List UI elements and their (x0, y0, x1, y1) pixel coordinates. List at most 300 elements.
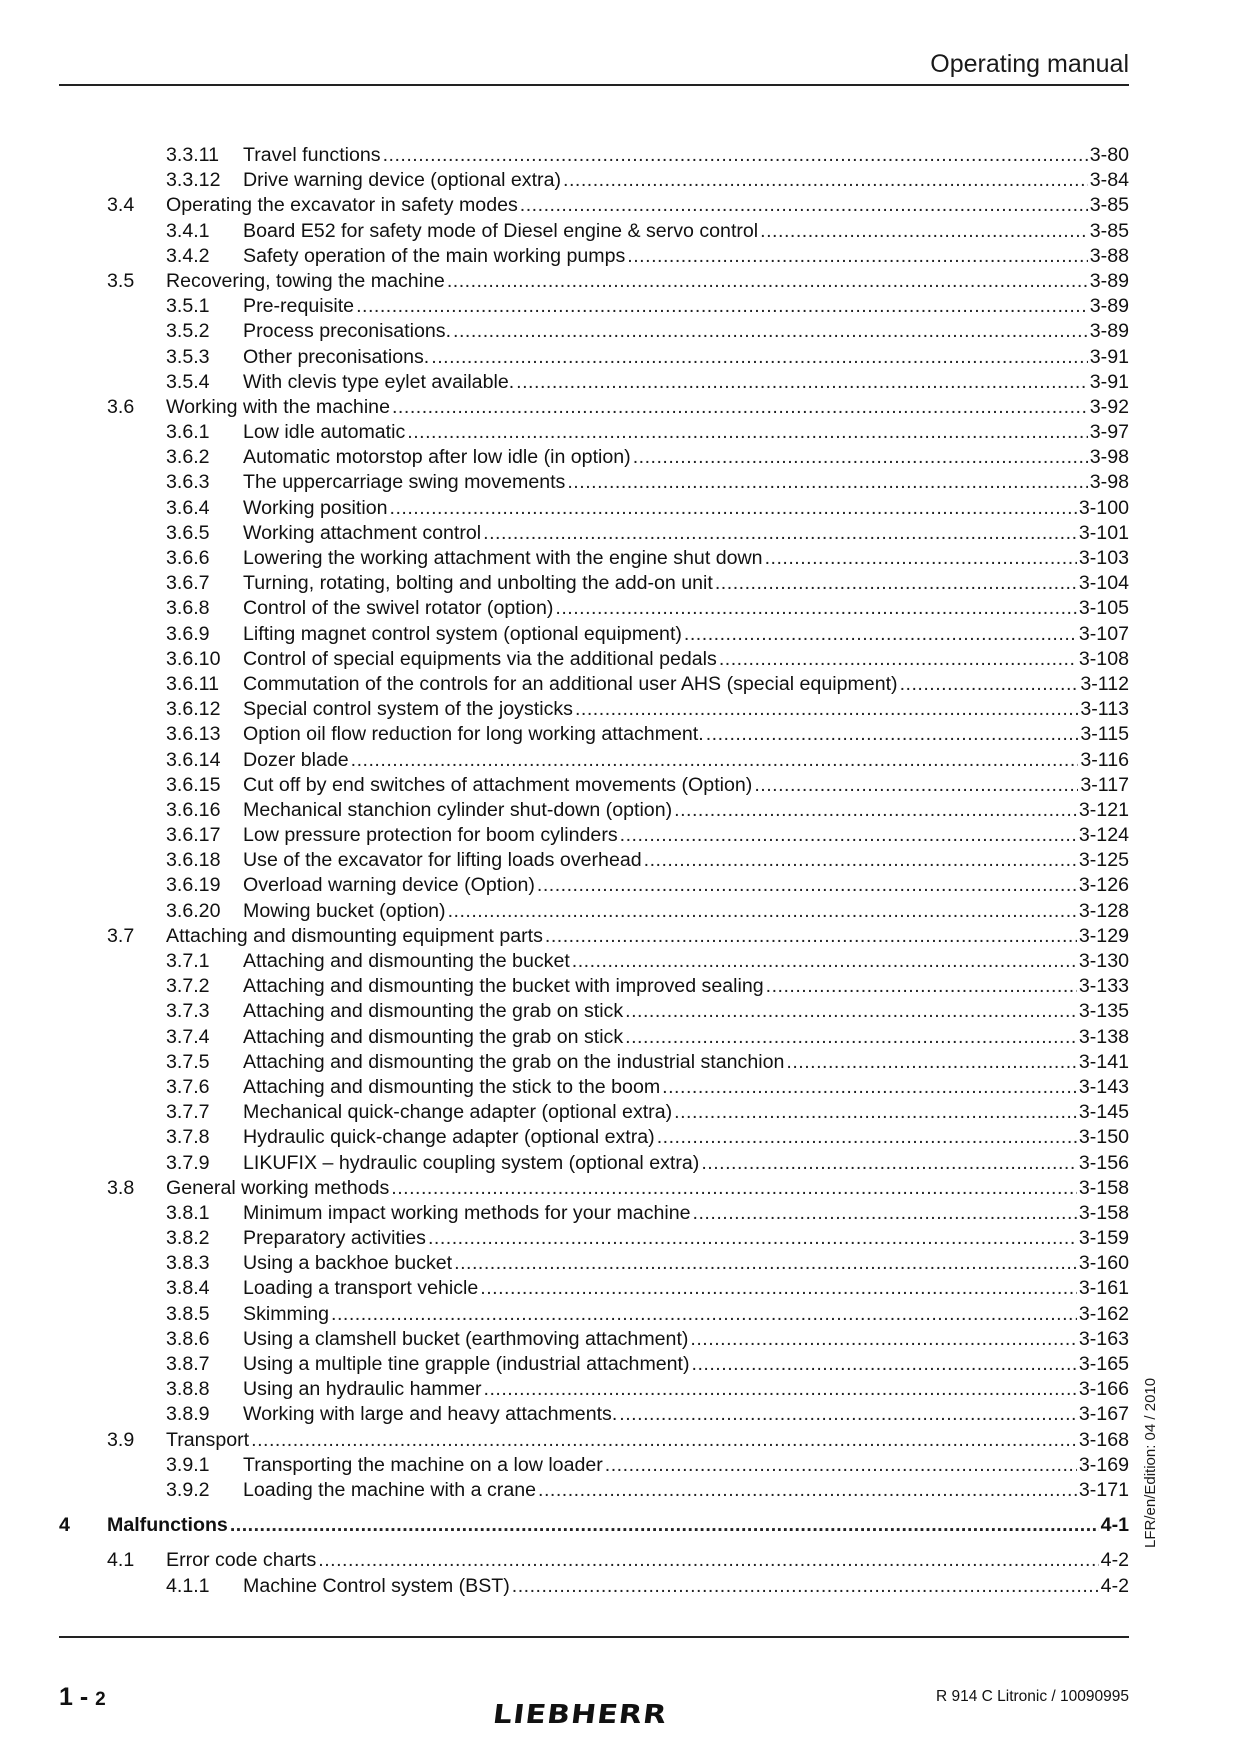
toc-entry-row[interactable] (59, 571, 1129, 596)
toc-entry-number: 3.8.5 (166, 1302, 210, 1325)
page-number-page: 2 (95, 1689, 106, 1710)
toc-entry-row[interactable] (59, 269, 1129, 294)
toc-entry-line (243, 470, 1129, 495)
toc-entry-page: 3-128 (1078, 899, 1129, 922)
toc-dot-leader (625, 999, 1077, 1024)
toc-entry-number: 3.5.2 (166, 320, 210, 343)
toc-entry-line (166, 395, 1129, 420)
toc-entry-page: 3-166 (1078, 1378, 1129, 1401)
toc-entry-title: Special control system of the joysticks (243, 698, 573, 721)
toc-dot-leader (555, 596, 1077, 621)
toc-entry-title: Low pressure protection for boom cylinders (243, 824, 618, 847)
toc-entry-row[interactable] (59, 1251, 1129, 1276)
toc-entry-title: Preparatory activities (243, 1227, 426, 1250)
toc-dot-leader (572, 949, 1077, 974)
toc-dot-leader (605, 1453, 1077, 1478)
toc-entry-number: 4.1 (107, 1549, 135, 1572)
toc-entry-line (243, 999, 1129, 1024)
toc-entry-number: 3.7.3 (166, 1000, 210, 1023)
toc-entry-title: Lifting magnet control system (optional equipment) (243, 622, 682, 645)
toc-entry-line (166, 269, 1129, 294)
toc-dot-leader (516, 370, 1088, 395)
toc-entry-row[interactable] (59, 596, 1129, 621)
toc-entry-number: 3.7.1 (166, 950, 210, 972)
toc-entry-number: 3.8 (107, 1176, 135, 1199)
toc-entry-line (243, 1151, 1129, 1176)
toc-dot-leader (454, 1251, 1077, 1276)
toc-entry-page: 3-165 (1078, 1353, 1129, 1375)
toc-entry-line (243, 319, 1129, 344)
toc-entry-page: 3-97 (1089, 421, 1129, 444)
toc-entry-line (243, 949, 1129, 974)
toc-entry-row[interactable] (59, 999, 1129, 1024)
toc-entry-title: Travel functions (243, 144, 381, 166)
toc-entry-number: 3.8.6 (166, 1327, 210, 1350)
toc-entry-title: Using a backhoe bucket (243, 1252, 453, 1275)
toc-dot-leader (627, 244, 1087, 269)
toc-entry-row[interactable] (59, 319, 1129, 344)
toc-entry-line (243, 445, 1129, 470)
toc-entry-number: 3.7.7 (166, 1101, 210, 1124)
toc-entry-line (243, 1352, 1129, 1377)
toc-entry-line (166, 924, 1129, 949)
toc-entry-row[interactable] (59, 1428, 1129, 1453)
toc-entry-page: 3-145 (1078, 1101, 1129, 1124)
toc-entry-title: Minimum impact working methods for your machine (243, 1201, 691, 1224)
toc-dot-leader (674, 798, 1077, 823)
toc-entry-line (107, 1513, 1129, 1538)
toc-entry-row[interactable] (59, 1276, 1129, 1301)
page-number-separator: - (72, 1683, 96, 1711)
toc-entry-number: 3.9 (107, 1428, 135, 1451)
toc-entry-page: 3-103 (1078, 547, 1129, 569)
toc-entry-page: 4-1 (1100, 1514, 1129, 1537)
toc-entry-line (243, 1050, 1129, 1075)
toc-entry-page: 3-112 (1080, 672, 1129, 695)
footer-rule (59, 1636, 1129, 1638)
toc-dot-leader (383, 143, 1088, 168)
toc-entry-row[interactable] (59, 697, 1129, 722)
toc-entry-row[interactable] (59, 1574, 1129, 1599)
toc-entry-page: 3-156 (1078, 1151, 1129, 1174)
toc-dot-leader (706, 722, 1079, 747)
toc-entry-title: Cut off by end switches of attachment movements (Option) (243, 773, 753, 796)
toc-entry-line (243, 773, 1129, 798)
toc-entry-number: 3.7.9 (166, 1151, 210, 1174)
toc-entry-line (243, 1402, 1129, 1427)
toc-entry-row[interactable] (59, 672, 1129, 697)
toc-entry-line (243, 697, 1129, 722)
toc-entry-number: 3.5 (107, 269, 135, 292)
toc-entry-row[interactable] (59, 1226, 1129, 1251)
toc-dot-leader (453, 319, 1088, 344)
toc-entry-number: 3.6.19 (166, 874, 221, 897)
toc-dot-leader (575, 697, 1078, 722)
toc-entry-row[interactable] (59, 1176, 1129, 1201)
toc-entry-row[interactable] (59, 974, 1129, 999)
toc-entry-number: 3.6.1 (166, 421, 210, 444)
toc-entry-title: Attaching and dismounting the bucket (243, 950, 570, 972)
toc-entry-title: Working with the machine (166, 395, 390, 418)
toc-entry-title: Drive warning device (optional extra) (243, 169, 561, 192)
toc-entry-row[interactable] (59, 924, 1129, 949)
toc-dot-leader (765, 546, 1077, 571)
table-of-contents (59, 143, 1129, 1599)
toc-dot-leader (545, 924, 1077, 949)
toc-dot-leader (356, 294, 1088, 319)
toc-entry-page: 3-116 (1080, 748, 1129, 771)
toc-entry-line (243, 596, 1129, 621)
toc-entry-number: 3.4 (107, 194, 135, 217)
toc-entry-number: 3.6.8 (166, 597, 210, 620)
toc-entry-page: 3-117 (1080, 773, 1129, 796)
toc-entry-row[interactable] (59, 1402, 1129, 1427)
toc-chapter-row[interactable] (59, 1513, 1129, 1538)
toc-entry-number: 3.6.15 (166, 773, 221, 796)
toc-dot-leader (619, 1402, 1077, 1427)
toc-entry-number: 3.5.1 (166, 295, 210, 318)
toc-entry-title: Working with large and heavy attachments. (243, 1403, 618, 1426)
toc-entry-page: 3-150 (1078, 1126, 1129, 1149)
toc-entry-page: 3-130 (1078, 950, 1129, 972)
toc-dot-leader (428, 1226, 1077, 1251)
toc-entry-page: 3-158 (1078, 1176, 1129, 1199)
toc-entry-line (166, 1176, 1129, 1201)
toc-dot-leader (407, 420, 1088, 445)
toc-entry-number: 3.6.4 (166, 496, 210, 519)
toc-dot-leader (633, 445, 1088, 470)
liebherr-logo: LIEBHERR (491, 1700, 669, 1730)
toc-entry-line (243, 496, 1129, 521)
toc-entry-number: 3.4.2 (166, 244, 210, 267)
toc-entry-title: Attaching and dismounting the grab on stick (243, 1025, 624, 1048)
toc-entry-title: Control of special equipments via the additional pedals (243, 647, 717, 670)
toc-entry-row[interactable] (59, 219, 1129, 244)
toc-entry-line (243, 1453, 1129, 1478)
toc-dot-leader (512, 1574, 1099, 1599)
toc-dot-leader (563, 168, 1088, 193)
page-number-chapter: 1 (59, 1683, 73, 1711)
toc-entry-line (243, 798, 1129, 823)
toc-entry-title: Loading the machine with a crane (243, 1478, 537, 1501)
toc-entry-number: 3.6.17 (166, 824, 221, 847)
toc-entry-page: 3-104 (1078, 572, 1129, 595)
toc-entry-page: 3-89 (1089, 295, 1129, 318)
toc-dot-leader (520, 193, 1088, 218)
toc-entry-line (243, 1302, 1129, 1327)
toc-entry-row[interactable] (59, 748, 1129, 773)
toc-dot-leader (690, 1327, 1076, 1352)
toc-entry-number: 3.6.9 (166, 622, 210, 645)
toc-entry-row[interactable] (59, 647, 1129, 672)
toc-entry-number: 3.6.14 (166, 748, 221, 771)
toc-entry-title: Lowering the working attachment with the engine shut down (243, 547, 763, 569)
toc-entry-page: 3-160 (1078, 1252, 1129, 1275)
toc-entry-line (243, 1075, 1129, 1100)
toc-entry-row[interactable] (59, 244, 1129, 269)
toc-entry-row[interactable] (59, 420, 1129, 445)
toc-entry-number: 3.6.18 (166, 849, 221, 872)
toc-entry-row[interactable] (59, 546, 1129, 571)
toc-entry-number: 3.4.1 (166, 219, 210, 242)
toc-entry-row[interactable] (59, 848, 1129, 873)
toc-entry-title: Dozer blade (243, 748, 349, 771)
toc-entry-line (243, 546, 1129, 571)
toc-entry-title: Using a clamshell bucket (earthmoving attachment) (243, 1327, 689, 1350)
toc-entry-title: LIKUFIX – hydraulic coupling system (optional extra) (243, 1151, 700, 1174)
toc-entry-title: Operating the excavator in safety modes (166, 194, 518, 217)
edition-side-text: LFR/en/Edition: 04 / 2010 (1142, 1377, 1159, 1548)
toc-entry-line (243, 168, 1129, 193)
toc-entry-row[interactable] (59, 521, 1129, 546)
toc-entry-line (243, 143, 1129, 168)
toc-entry-row[interactable] (59, 193, 1129, 218)
toc-entry-title: Automatic motorstop after low idle (in option) (243, 446, 631, 469)
toc-entry-page: 3-138 (1078, 1025, 1129, 1048)
toc-entry-row[interactable] (59, 873, 1129, 898)
toc-entry-page: 3-88 (1089, 244, 1129, 267)
toc-entry-line (243, 722, 1129, 747)
toc-entry-title: With clevis type eylet available. (243, 370, 515, 393)
toc-entry-row[interactable] (59, 899, 1129, 924)
toc-dot-leader (715, 571, 1077, 596)
toc-entry-row[interactable] (59, 345, 1129, 370)
toc-dot-leader (448, 899, 1077, 924)
toc-entry-line (243, 873, 1129, 898)
toc-dot-leader (662, 1075, 1077, 1100)
toc-entry-title: Board E52 for safety mode of Diesel engine & servo control (243, 219, 759, 242)
toc-entry-line (166, 193, 1129, 218)
model-reference: R 914 C Litronic / 10090995 (935, 1688, 1129, 1705)
toc-entry-row[interactable] (59, 1352, 1129, 1377)
toc-entry-number: 3.8.9 (166, 1403, 210, 1426)
toc-dot-leader (684, 622, 1077, 647)
toc-entry-row[interactable] (59, 1327, 1129, 1352)
toc-dot-leader (480, 1276, 1077, 1301)
toc-entry-line (243, 1226, 1129, 1251)
toc-entry-line (243, 823, 1129, 848)
toc-entry-page: 3-126 (1078, 874, 1129, 897)
toc-dot-leader (701, 1151, 1077, 1176)
toc-entry-number: 4.1.1 (166, 1574, 210, 1597)
toc-entry-row[interactable] (59, 1478, 1129, 1503)
toc-dot-leader (657, 1125, 1077, 1150)
toc-entry-page: 3-89 (1089, 269, 1129, 292)
toc-entry-line (243, 420, 1129, 445)
toc-entry-page: 3-115 (1080, 723, 1129, 746)
page-header-title: Operating manual (930, 50, 1129, 78)
toc-entry-page: 3-159 (1078, 1227, 1129, 1250)
toc-entry-page: 3-163 (1078, 1327, 1129, 1350)
toc-dot-leader (760, 219, 1088, 244)
toc-entry-page: 3-85 (1089, 194, 1129, 217)
toc-entry-number: 4 (59, 1514, 70, 1537)
toc-entry-page: 3-168 (1078, 1428, 1129, 1451)
toc-entry-page: 3-158 (1078, 1201, 1129, 1224)
toc-entry-number: 3.8.7 (166, 1353, 210, 1375)
toc-dot-leader (391, 1176, 1077, 1201)
toc-entry-number: 3.6.11 (166, 672, 220, 695)
toc-entry-row[interactable] (59, 496, 1129, 521)
toc-entry-title: Commutation of the controls for an additional user AHS (special equipment) (243, 672, 898, 695)
toc-entry-line (166, 1428, 1129, 1453)
toc-entry-title: Attaching and dismounting the grab on stick (243, 1000, 624, 1023)
toc-entry-title: Working attachment control (243, 521, 482, 544)
toc-entry-line (243, 1327, 1129, 1352)
toc-entry-page: 4-2 (1100, 1574, 1129, 1597)
toc-entry-row[interactable] (59, 1302, 1129, 1327)
toc-entry-number: 3.6.5 (166, 521, 210, 544)
toc-entry-page: 3-141 (1078, 1050, 1129, 1073)
toc-entry-row[interactable] (59, 949, 1129, 974)
toc-entry-line (243, 899, 1129, 924)
toc-entry-title: Overload warning device (Option) (243, 874, 535, 897)
toc-entry-row[interactable] (59, 470, 1129, 495)
toc-entry-title: Turning, rotating, bolting and unbolting the add-on unit (243, 572, 713, 595)
toc-entry-title: Transporting the machine on a low loader (243, 1453, 603, 1476)
toc-entry-number: 3.5.4 (166, 370, 210, 393)
toc-entry-title: Malfunctions (107, 1514, 228, 1537)
toc-entry-title: Error code charts (166, 1549, 317, 1572)
toc-entry-title: Recovering, towing the machine (166, 269, 445, 292)
toc-entry-row[interactable] (59, 823, 1129, 848)
toc-entry-row[interactable] (59, 798, 1129, 823)
toc-entry-line (243, 345, 1129, 370)
toc-entry-row[interactable] (59, 1075, 1129, 1100)
toc-entry-line (166, 1548, 1129, 1573)
toc-entry-row[interactable] (59, 445, 1129, 470)
toc-entry-title: Machine Control system (BST) (243, 1574, 510, 1597)
toc-entry-number: 3.6.16 (166, 798, 221, 821)
toc-entry-line (243, 294, 1129, 319)
toc-entry-title: Mechanical stanchion cylinder shut-down (option) (243, 798, 673, 821)
toc-entry-title: Loading a transport vehicle (243, 1277, 479, 1300)
toc-dot-leader (754, 773, 1078, 798)
toc-entry-row[interactable] (59, 395, 1129, 420)
toc-entry-line (243, 521, 1129, 546)
toc-dot-leader (230, 1513, 1099, 1538)
toc-entry-page: 3-113 (1080, 698, 1129, 721)
toc-entry-title: The uppercarriage swing movements (243, 471, 566, 494)
toc-entry-title: Hydraulic quick-change adapter (optional extra) (243, 1126, 655, 1149)
toc-entry-page: 3-129 (1078, 924, 1129, 947)
toc-dot-leader (483, 521, 1077, 546)
toc-entry-number: 3.8.3 (166, 1252, 210, 1275)
toc-entry-page: 3-101 (1078, 521, 1129, 544)
toc-entry-row[interactable] (59, 1548, 1129, 1573)
toc-entry-page: 3-162 (1078, 1302, 1129, 1325)
toc-entry-line (243, 1276, 1129, 1301)
page-number (59, 1683, 106, 1712)
toc-dot-leader (331, 1302, 1077, 1327)
toc-entry-number: 3.3.11 (166, 144, 220, 166)
toc-entry-line (243, 1478, 1129, 1503)
toc-entry-row[interactable] (59, 773, 1129, 798)
toc-entry-row[interactable] (59, 1377, 1129, 1402)
toc-entry-page: 3-91 (1089, 370, 1129, 393)
toc-entry-page: 3-85 (1089, 219, 1129, 242)
toc-entry-row[interactable] (59, 143, 1129, 168)
toc-entry-line (243, 370, 1129, 395)
toc-entry-row[interactable] (59, 1201, 1129, 1226)
toc-entry-row[interactable] (59, 168, 1129, 193)
toc-entry-row[interactable] (59, 1025, 1129, 1050)
toc-entry-row[interactable] (59, 1151, 1129, 1176)
toc-entry-row[interactable] (59, 370, 1129, 395)
toc-dot-leader (567, 470, 1087, 495)
toc-entry-row[interactable] (59, 622, 1129, 647)
toc-entry-page: 3-89 (1089, 320, 1129, 343)
toc-entry-title: Mechanical quick-change adapter (optional extra) (243, 1101, 673, 1124)
toc-entry-number: 3.9.1 (166, 1453, 210, 1476)
toc-entry-title: Pre-requisite (243, 295, 355, 318)
toc-entry-line (243, 1377, 1129, 1402)
toc-dot-leader (719, 647, 1077, 672)
toc-entry-number: 3.6.3 (166, 471, 210, 494)
toc-entry-row[interactable] (59, 1453, 1129, 1478)
toc-entry-title: Control of the swivel rotator (option) (243, 597, 554, 620)
toc-entry-number: 3.6.20 (166, 899, 221, 922)
toc-entry-title: Mowing bucket (option) (243, 899, 446, 922)
toc-entry-page: 3-107 (1078, 622, 1129, 645)
toc-entry-line (243, 1100, 1129, 1125)
toc-dot-leader (900, 672, 1079, 697)
toc-entry-title: Working position (243, 496, 388, 519)
toc-dot-leader (786, 1050, 1077, 1075)
toc-entry-title: Option oil flow reduction for long working attachment. (243, 723, 704, 746)
toc-dot-leader (620, 823, 1077, 848)
toc-entry-line (243, 647, 1129, 672)
toc-dot-leader (251, 1428, 1077, 1453)
toc-entry-row[interactable] (59, 722, 1129, 747)
toc-entry-title: Process preconisations. (243, 320, 452, 343)
toc-entry-number: 3.5.3 (166, 345, 210, 368)
toc-entry-line (243, 1251, 1129, 1276)
toc-entry-title: Using a multiple tine grapple (industrial attachment) (243, 1353, 690, 1375)
toc-entry-line (243, 974, 1129, 999)
toc-entry-title: Transport (166, 1428, 250, 1451)
toc-dot-leader (484, 1377, 1077, 1402)
toc-entry-title: Attaching and dismounting equipment parts (166, 924, 543, 947)
toc-dot-leader (674, 1100, 1077, 1125)
toc-dot-leader (392, 395, 1088, 420)
toc-entry-number: 3.8.4 (166, 1277, 210, 1300)
toc-dot-leader (351, 748, 1079, 773)
toc-entry-page: 3-161 (1078, 1277, 1129, 1300)
toc-entry-row[interactable] (59, 1125, 1129, 1150)
toc-entry-number: 3.8.1 (166, 1201, 210, 1224)
toc-entry-number: 3.3.12 (166, 169, 221, 192)
toc-entry-row[interactable] (59, 1050, 1129, 1075)
toc-entry-page: 3-80 (1089, 144, 1129, 166)
toc-entry-row[interactable] (59, 294, 1129, 319)
toc-dot-leader (537, 873, 1077, 898)
toc-entry-row[interactable] (59, 1100, 1129, 1125)
toc-entry-title: Other preconisations. (243, 345, 430, 368)
toc-entry-title: Skimming (243, 1302, 330, 1325)
toc-entry-page: 3-92 (1089, 395, 1129, 418)
toc-entry-page: 3-143 (1078, 1075, 1129, 1098)
toc-entry-line (243, 571, 1129, 596)
toc-entry-title: Attaching and dismounting the bucket with improved sealing (243, 975, 764, 998)
toc-dot-leader (693, 1201, 1077, 1226)
toc-entry-title: Safety operation of the main working pumps (243, 244, 626, 267)
toc-entry-page: 3-105 (1078, 597, 1129, 620)
toc-dot-leader (644, 848, 1077, 873)
toc-entry-number: 3.6.2 (166, 446, 210, 469)
toc-entry-page: 3-169 (1078, 1453, 1129, 1476)
toc-entry-number: 3.7.5 (166, 1050, 210, 1073)
